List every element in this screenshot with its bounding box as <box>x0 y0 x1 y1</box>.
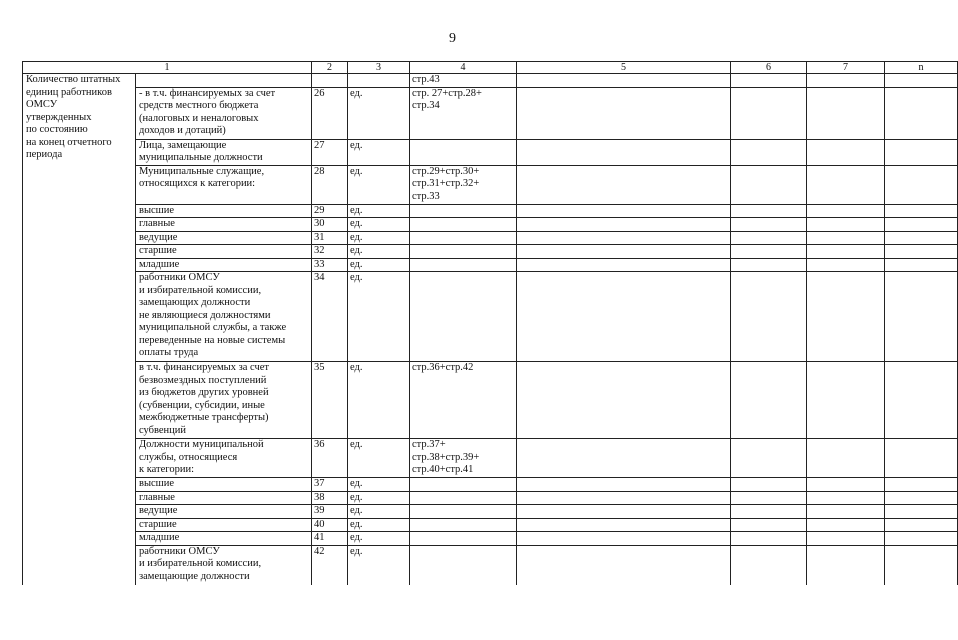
empty-cell-col-5 <box>517 87 731 139</box>
empty-cell-col-5 <box>517 218 731 232</box>
page-number: 9 <box>449 31 456 46</box>
header-col-2: 2 <box>312 62 348 74</box>
empty-cell-col-7 <box>807 231 885 245</box>
table-row <box>23 439 958 478</box>
code-cell: 36 <box>312 439 348 478</box>
label-cell: младшие <box>136 258 312 272</box>
empty-cell-col-6 <box>731 518 807 532</box>
table-row <box>23 258 958 272</box>
empty-cell-col-7 <box>807 258 885 272</box>
table-row <box>23 478 958 492</box>
formula-cell <box>410 204 517 218</box>
code-cell: 33 <box>312 258 348 272</box>
formula-cell <box>410 218 517 232</box>
empty-cell-col-5 <box>517 258 731 272</box>
empty-cell-col-5 <box>517 139 731 165</box>
empty-cell-col-n <box>885 505 958 519</box>
code-cell: 37 <box>312 478 348 492</box>
empty-cell-col-6 <box>731 505 807 519</box>
empty-cell-col-6 <box>731 218 807 232</box>
label-cell: в т.ч. финансируемых за счет безвозмездных поступлений из бюджетов других уровней (субвенции, субсидии, иные межбюджетные трансферты) субвенций <box>136 362 312 439</box>
empty-cell-col-7 <box>807 218 885 232</box>
unit-cell: ед. <box>348 87 410 139</box>
unit-cell: ед. <box>348 218 410 232</box>
empty-cell-col-n <box>885 74 958 88</box>
unit-cell: ед. <box>348 545 410 585</box>
unit-cell: ед. <box>348 505 410 519</box>
label-cell: - в т.ч. финансируемых за счет средств местного бюджета (налоговых и неналоговых доходов и дотаций) <box>136 87 312 139</box>
empty-cell-col-6 <box>731 204 807 218</box>
header-col-7: 7 <box>807 62 885 74</box>
code-cell <box>312 74 348 88</box>
table-row <box>23 272 958 362</box>
formula-cell <box>410 532 517 546</box>
empty-cell-col-7 <box>807 272 885 362</box>
empty-cell-col-n <box>885 532 958 546</box>
label-cell: ведущие <box>136 505 312 519</box>
formula-cell <box>410 272 517 362</box>
empty-cell-col-n <box>885 258 958 272</box>
empty-cell-col-n <box>885 245 958 259</box>
empty-cell-col-7 <box>807 245 885 259</box>
empty-cell-col-7 <box>807 87 885 139</box>
empty-cell-col-n <box>885 478 958 492</box>
empty-cell-col-7 <box>807 204 885 218</box>
empty-cell-col-6 <box>731 439 807 478</box>
code-cell: 27 <box>312 139 348 165</box>
empty-cell-col-n <box>885 518 958 532</box>
code-cell: 38 <box>312 491 348 505</box>
formula-cell: стр.36+стр.42 <box>410 362 517 439</box>
empty-cell-col-6 <box>731 478 807 492</box>
label-cell: высшие <box>136 204 312 218</box>
empty-cell-col-n <box>885 545 958 585</box>
label-cell: главные <box>136 491 312 505</box>
header-col-3: 3 <box>348 62 410 74</box>
table-row <box>23 87 958 139</box>
table-row <box>23 218 958 232</box>
staff-units-table <box>22 61 958 585</box>
label-cell: старшие <box>136 518 312 532</box>
code-cell: 32 <box>312 245 348 259</box>
code-cell: 34 <box>312 272 348 362</box>
unit-cell: ед. <box>348 478 410 492</box>
label-cell: старшие <box>136 245 312 259</box>
unit-cell: ед. <box>348 139 410 165</box>
empty-cell-col-5 <box>517 518 731 532</box>
code-cell: 28 <box>312 165 348 204</box>
formula-cell: стр.29+стр.30+ стр.31+стр.32+ стр.33 <box>410 165 517 204</box>
formula-cell: стр.37+ стр.38+стр.39+ стр.40+стр.41 <box>410 439 517 478</box>
formula-cell <box>410 258 517 272</box>
formula-cell <box>410 545 517 585</box>
table-row <box>23 362 958 439</box>
table-row <box>23 532 958 546</box>
table-row <box>23 165 958 204</box>
code-cell: 39 <box>312 505 348 519</box>
empty-cell-col-n <box>885 491 958 505</box>
table-row <box>23 245 958 259</box>
formula-cell <box>410 139 517 165</box>
unit-cell: ед. <box>348 245 410 259</box>
table-row <box>23 139 958 165</box>
formula-cell <box>410 491 517 505</box>
empty-cell-col-6 <box>731 74 807 88</box>
empty-cell-col-6 <box>731 231 807 245</box>
empty-cell-col-5 <box>517 478 731 492</box>
header-col-4: 4 <box>410 62 517 74</box>
label-cell: главные <box>136 218 312 232</box>
label-cell: ведущие <box>136 231 312 245</box>
empty-cell-col-n <box>885 231 958 245</box>
empty-cell-col-7 <box>807 532 885 546</box>
empty-cell-col-n <box>885 362 958 439</box>
table-row <box>23 74 958 88</box>
label-cell: высшие <box>136 478 312 492</box>
formula-cell: стр. 27+стр.28+ стр.34 <box>410 87 517 139</box>
code-cell: 40 <box>312 518 348 532</box>
empty-cell-col-7 <box>807 74 885 88</box>
label-cell: младшие <box>136 532 312 546</box>
unit-cell: ед. <box>348 272 410 362</box>
group-label-cell: Количество штатных единиц работников ОМСУ утвержденных по состоянию на конец отчетного периода <box>23 74 136 586</box>
header-col-1: 1 <box>23 62 312 74</box>
empty-cell-col-7 <box>807 505 885 519</box>
unit-cell: ед. <box>348 165 410 204</box>
code-cell: 31 <box>312 231 348 245</box>
table-row <box>23 545 958 585</box>
empty-cell-col-5 <box>517 204 731 218</box>
label-cell: Лица, замещающие муниципальные должности <box>136 139 312 165</box>
empty-cell-col-7 <box>807 439 885 478</box>
unit-cell <box>348 74 410 88</box>
empty-cell-col-7 <box>807 545 885 585</box>
code-cell: 26 <box>312 87 348 139</box>
label-cell: Должности муниципальной службы, относящиеся к категории: <box>136 439 312 478</box>
empty-cell-col-n <box>885 204 958 218</box>
header-col-6: 6 <box>731 62 807 74</box>
unit-cell: ед. <box>348 231 410 245</box>
empty-cell-col-n <box>885 272 958 362</box>
empty-cell-col-5 <box>517 245 731 259</box>
empty-cell-col-5 <box>517 231 731 245</box>
label-cell: Муниципальные служащие, относящихся к категории: <box>136 165 312 204</box>
table-row <box>23 231 958 245</box>
code-cell: 42 <box>312 545 348 585</box>
empty-cell-col-6 <box>731 165 807 204</box>
formula-cell <box>410 245 517 259</box>
code-cell: 30 <box>312 218 348 232</box>
empty-cell-col-7 <box>807 478 885 492</box>
unit-cell: ед. <box>348 204 410 218</box>
formula-cell <box>410 231 517 245</box>
formula-cell <box>410 505 517 519</box>
empty-cell-col-5 <box>517 362 731 439</box>
empty-cell-col-6 <box>731 545 807 585</box>
empty-cell-col-6 <box>731 245 807 259</box>
label-cell: работники ОМСУ и избирательной комиссии, замещающие должности <box>136 545 312 585</box>
empty-cell-col-n <box>885 139 958 165</box>
empty-cell-col-5 <box>517 272 731 362</box>
label-cell <box>136 74 312 88</box>
empty-cell-col-5 <box>517 545 731 585</box>
table-row <box>23 491 958 505</box>
empty-cell-col-7 <box>807 139 885 165</box>
empty-cell-col-6 <box>731 532 807 546</box>
formula-cell: стр.43 <box>410 74 517 88</box>
unit-cell: ед. <box>348 518 410 532</box>
table-row <box>23 204 958 218</box>
unit-cell: ед. <box>348 491 410 505</box>
code-cell: 41 <box>312 532 348 546</box>
empty-cell-col-n <box>885 218 958 232</box>
unit-cell: ед. <box>348 362 410 439</box>
unit-cell: ед. <box>348 439 410 478</box>
empty-cell-col-5 <box>517 491 731 505</box>
empty-cell-col-n <box>885 439 958 478</box>
empty-cell-col-6 <box>731 139 807 165</box>
header-col-n: n <box>885 62 958 74</box>
empty-cell-col-7 <box>807 165 885 204</box>
header-row <box>23 62 958 74</box>
unit-cell: ед. <box>348 532 410 546</box>
empty-cell-col-5 <box>517 439 731 478</box>
empty-cell-col-5 <box>517 505 731 519</box>
code-cell: 29 <box>312 204 348 218</box>
empty-cell-col-6 <box>731 362 807 439</box>
empty-cell-col-6 <box>731 272 807 362</box>
empty-cell-col-5 <box>517 165 731 204</box>
empty-cell-col-5 <box>517 532 731 546</box>
table-row <box>23 505 958 519</box>
empty-cell-col-n <box>885 165 958 204</box>
empty-cell-col-5 <box>517 74 731 88</box>
empty-cell-col-6 <box>731 258 807 272</box>
empty-cell-col-6 <box>731 491 807 505</box>
unit-cell: ед. <box>348 258 410 272</box>
formula-cell <box>410 518 517 532</box>
empty-cell-col-6 <box>731 87 807 139</box>
empty-cell-col-7 <box>807 518 885 532</box>
formula-cell <box>410 478 517 492</box>
table-row <box>23 518 958 532</box>
empty-cell-col-7 <box>807 362 885 439</box>
header-col-5: 5 <box>517 62 731 74</box>
empty-cell-col-n <box>885 87 958 139</box>
code-cell: 35 <box>312 362 348 439</box>
empty-cell-col-7 <box>807 491 885 505</box>
label-cell: работники ОМСУ и избирательной комиссии, замещающих должности не являющиеся должностями муниципальной службы, а также переведенные на новые системы оплаты труда <box>136 272 312 362</box>
